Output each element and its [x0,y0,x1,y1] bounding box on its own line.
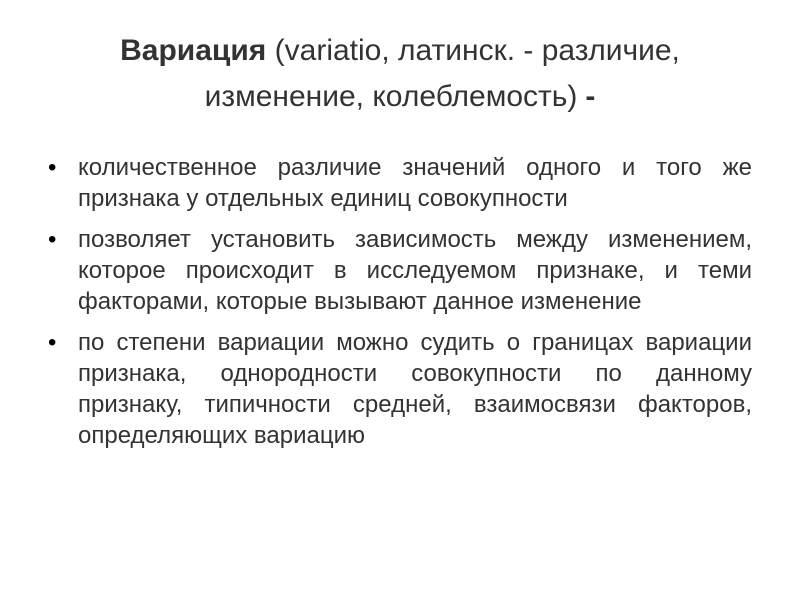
bullet-icon: • [48,329,57,356]
bullet-item [48,224,752,317]
bullet-text: по степени вариации можно судить о границах вариации признака, однородности совокупности по данному признаку, типичности средней, взаимосвязи факторов, определяющих вариацию [78,329,752,449]
bullet-icon: • [48,226,57,253]
bullet-list [48,152,752,461]
bullet-text: количественное различие значений одного и того же признака у отдельных единиц совокупности [78,154,752,212]
bullet-item [48,327,752,451]
slide-title [60,28,740,120]
bullet-icon: • [48,154,57,181]
title-definition: (variatio, латинск. - различие, изменение, колеблемость) [204,34,680,113]
title-term: Вариация [120,34,267,67]
bullet-item [48,152,752,214]
title-dash: - [585,80,596,113]
bullet-text: позволяет установить зависимость между изменением, которое происходит в исследуемом признаке, и теми факторами, которые вызывают данное изменение [78,226,752,315]
